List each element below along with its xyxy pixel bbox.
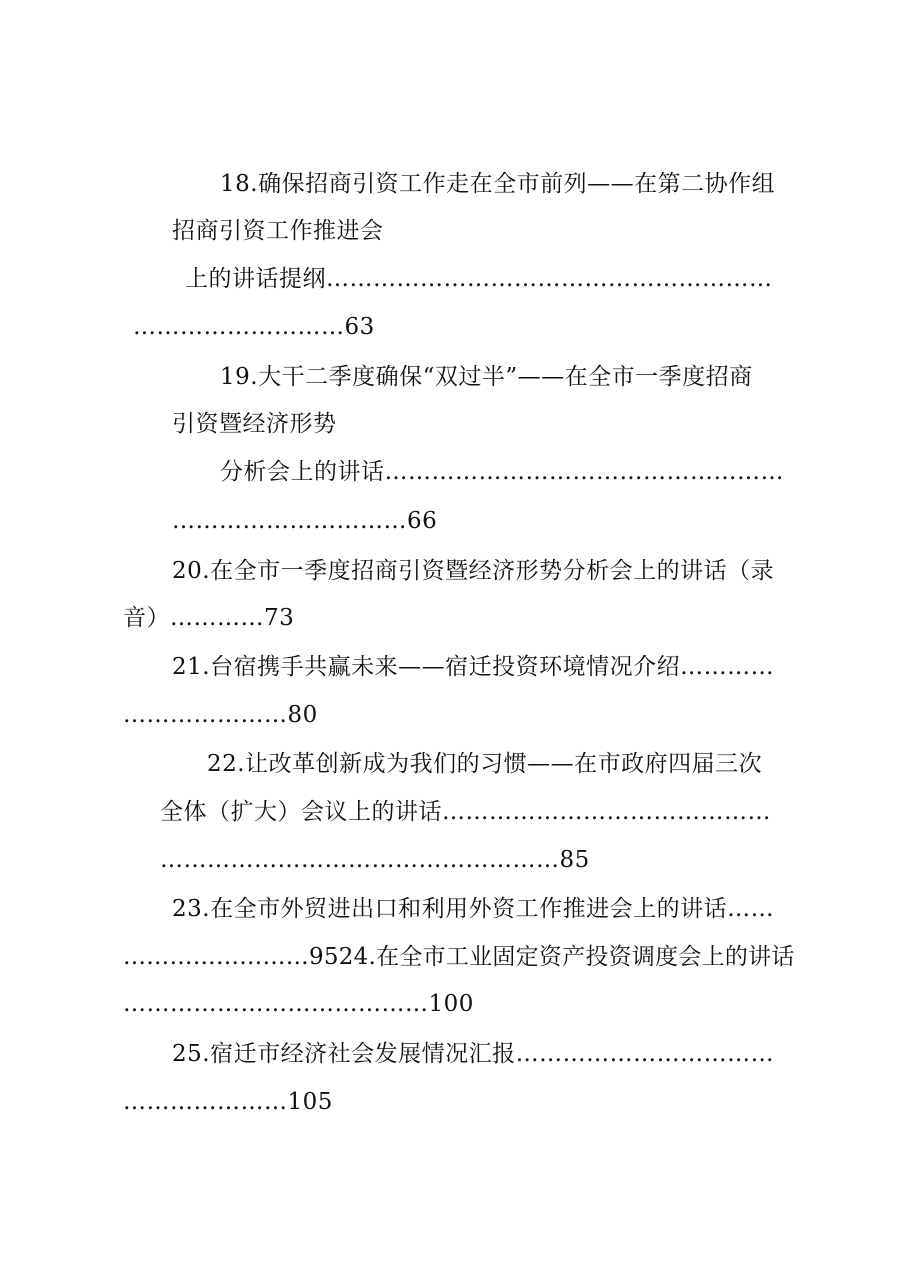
toc-entry-22-line-3: ……………………………………………85 (160, 847, 590, 873)
toc-entry-25-line-1: 25.宿迁市经济社会发展情况汇报…………………………… (172, 1041, 775, 1067)
toc-entry-21-line-2: …………………80 (123, 702, 318, 728)
toc-entry-22-line-2: 全体（扩大）会议上的讲话…………………………………… (160, 799, 771, 825)
toc-entry-19-line-1: 19.大干二季度确保“双过半”——在全市一季度招商 (220, 364, 753, 390)
toc-entry-23-line-3: …………………………………100 (123, 991, 474, 1017)
toc-entry-22-line-1: 22.让改革创新成为我们的习惯——在市政府四届三次 (207, 751, 763, 777)
toc-entry-21-line-1: 21.台宿携手共赢未来——宿迁投资环境情况介绍………… (172, 654, 775, 680)
toc-entry-20-line-1: 20.在全市一季度招商引资暨经济形势分析会上的讲话（录 (172, 558, 775, 584)
toc-entry-25-line-2: …………………105 (123, 1089, 333, 1115)
toc-entry-19-line-4: …………………………66 (172, 508, 438, 534)
toc-entry-18-line-4: ………………………63 (133, 314, 375, 340)
toc-entry-20-line-2: 音）…………73 (123, 605, 295, 631)
toc-entry-19-line-3: 分析会上的讲话…………………………………………… (220, 459, 784, 485)
toc-entry-19-line-2: 引资暨经济形势 (172, 411, 337, 437)
toc-entry-18-line-3: 上的讲话提纲………………………………………………… (185, 266, 773, 292)
toc-entry-23-line-1: 23.在全市外贸进出口和利用外资工作推进会上的讲话…… (172, 896, 775, 922)
toc-entry-18-line-1: 18.确保招商引资工作走在全市前列——在第二协作组 (220, 171, 776, 197)
toc-entry-23-line-2: ……………………9524.在全市工业固定资产投资调度会上的讲话 (123, 944, 795, 970)
toc-entry-18-line-2: 招商引资工作推进会 (172, 218, 384, 244)
